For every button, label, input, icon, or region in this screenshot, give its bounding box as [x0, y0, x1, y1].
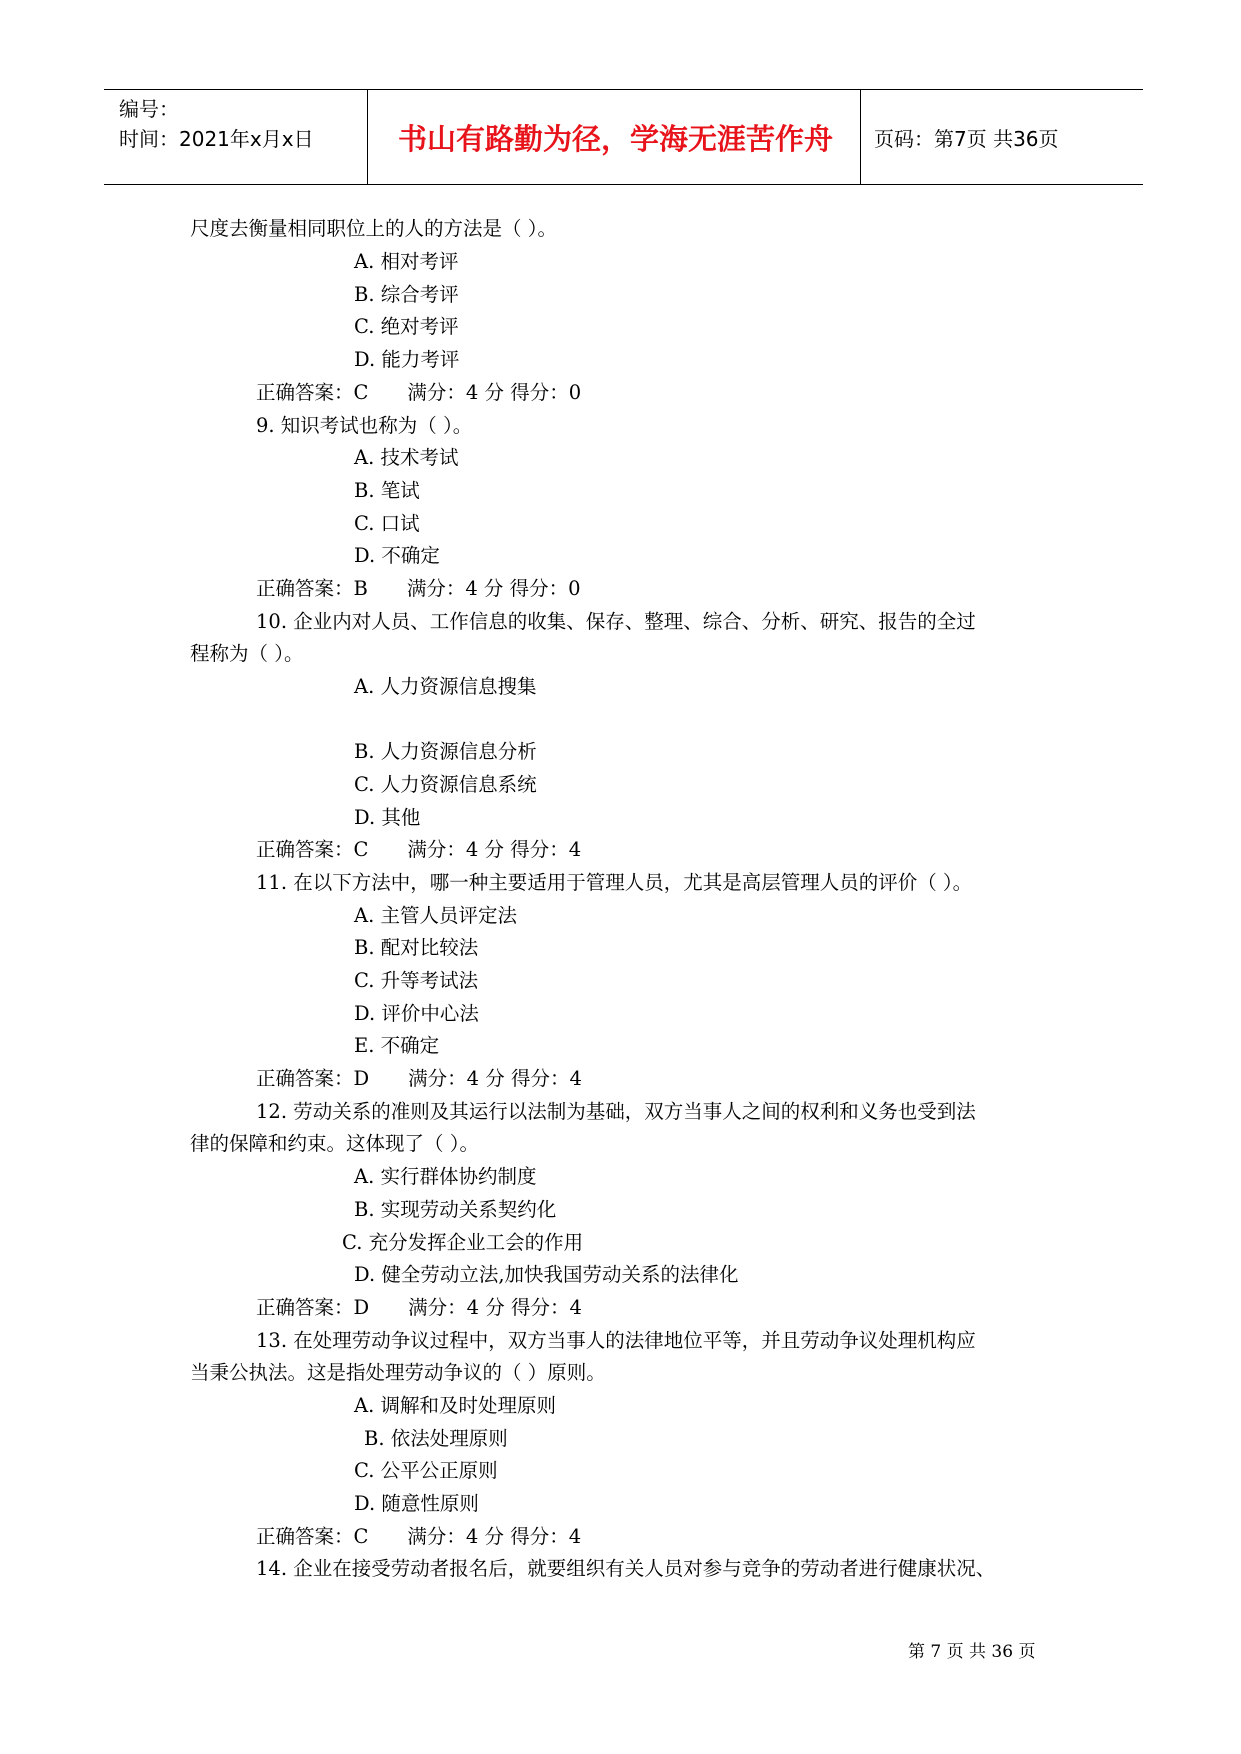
- option: A. 人力资源信息搜集: [354, 675, 537, 698]
- option: A. 技术考试: [354, 446, 459, 469]
- question-text: 11. 在以下方法中，哪一种主要适用于管理人员，尤其是高层管理人员的评价（ ）。: [256, 871, 973, 894]
- option: B. 人力资源信息分析: [354, 740, 537, 763]
- answer-line: 正确答案：D 满分：4 分 得分：4: [256, 1067, 582, 1090]
- question-text: 当秉公执法。这是指处理劳动争议的（ ）原则。: [190, 1361, 606, 1384]
- question-text: 9. 知识考试也称为（ ）。: [256, 414, 473, 437]
- option: B. 配对比较法: [354, 936, 479, 959]
- option: C. 口试: [354, 512, 420, 535]
- header-divider: [367, 90, 368, 184]
- question-text: 程称为（ ）。: [190, 642, 304, 665]
- option: B. 综合考评: [354, 283, 459, 306]
- option: A. 实行群体协约制度: [354, 1165, 537, 1188]
- option: C. 升等考试法: [354, 969, 479, 992]
- answer-line: 正确答案：C 满分：4 分 得分：4: [256, 1525, 582, 1548]
- answer-line: 正确答案：C 满分：4 分 得分：4: [256, 838, 582, 861]
- page-header: [104, 89, 1143, 185]
- option: B. 实现劳动关系契约化: [354, 1198, 557, 1221]
- header-page-number: 页码：第7页 共36页: [874, 126, 1059, 151]
- option: A. 主管人员评定法: [354, 904, 517, 927]
- question-text: 13. 在处理劳动争议过程中，双方当事人的法律地位平等，并且劳动争议处理机构应: [256, 1329, 976, 1352]
- option: D. 随意性原则: [354, 1492, 479, 1515]
- option: D. 能力考评: [354, 348, 460, 371]
- time-label: 时间：2021年x月x日: [119, 127, 314, 151]
- option: D. 评价中心法: [354, 1002, 479, 1025]
- serial-label: 编号：: [119, 97, 179, 121]
- option: A. 调解和及时处理原则: [354, 1394, 556, 1417]
- option: B. 笔试: [354, 479, 420, 502]
- question-text: 尺度去衡量相同职位上的人的方法是（ ）。: [190, 217, 557, 240]
- header-divider: [860, 90, 861, 184]
- option: C. 绝对考评: [354, 315, 459, 338]
- header-motto: 书山有路勤为径，学海无涯苦作舟: [397, 121, 833, 156]
- option: E. 不确定: [354, 1034, 440, 1057]
- header-meta: [119, 94, 314, 154]
- option: D. 不确定: [354, 544, 440, 567]
- answer-line: 正确答案：B 满分：4 分 得分：0: [256, 577, 581, 600]
- question-text: 10. 企业内对人员、工作信息的收集、保存、整理、综合、分析、研究、报告的全过: [256, 610, 976, 633]
- page-footer: 第 7 页 共 36 页: [908, 1642, 1036, 1662]
- question-text: 12. 劳动关系的准则及其运行以法制为基础，双方当事人之间的权利和义务也受到法: [256, 1100, 976, 1123]
- answer-line: 正确答案：D 满分：4 分 得分：4: [256, 1296, 582, 1319]
- option: A. 相对考评: [354, 250, 459, 273]
- option: B. 依法处理原则: [364, 1427, 508, 1450]
- question-text: 14. 企业在接受劳动者报名后，就要组织有关人员对参与竞争的劳动者进行健康状况、: [256, 1557, 996, 1580]
- option: D. 健全劳动立法,加快我国劳动关系的法律化: [354, 1263, 739, 1286]
- option: C. 充分发挥企业工会的作用: [342, 1231, 584, 1254]
- option: C. 公平公正原则: [354, 1459, 498, 1482]
- option: D. 其他: [354, 806, 421, 829]
- option: C. 人力资源信息系统: [354, 773, 537, 796]
- question-text: 律的保障和约束。这体现了（ ）。: [190, 1132, 479, 1155]
- answer-line: 正确答案：C 满分：4 分 得分：0: [256, 381, 582, 404]
